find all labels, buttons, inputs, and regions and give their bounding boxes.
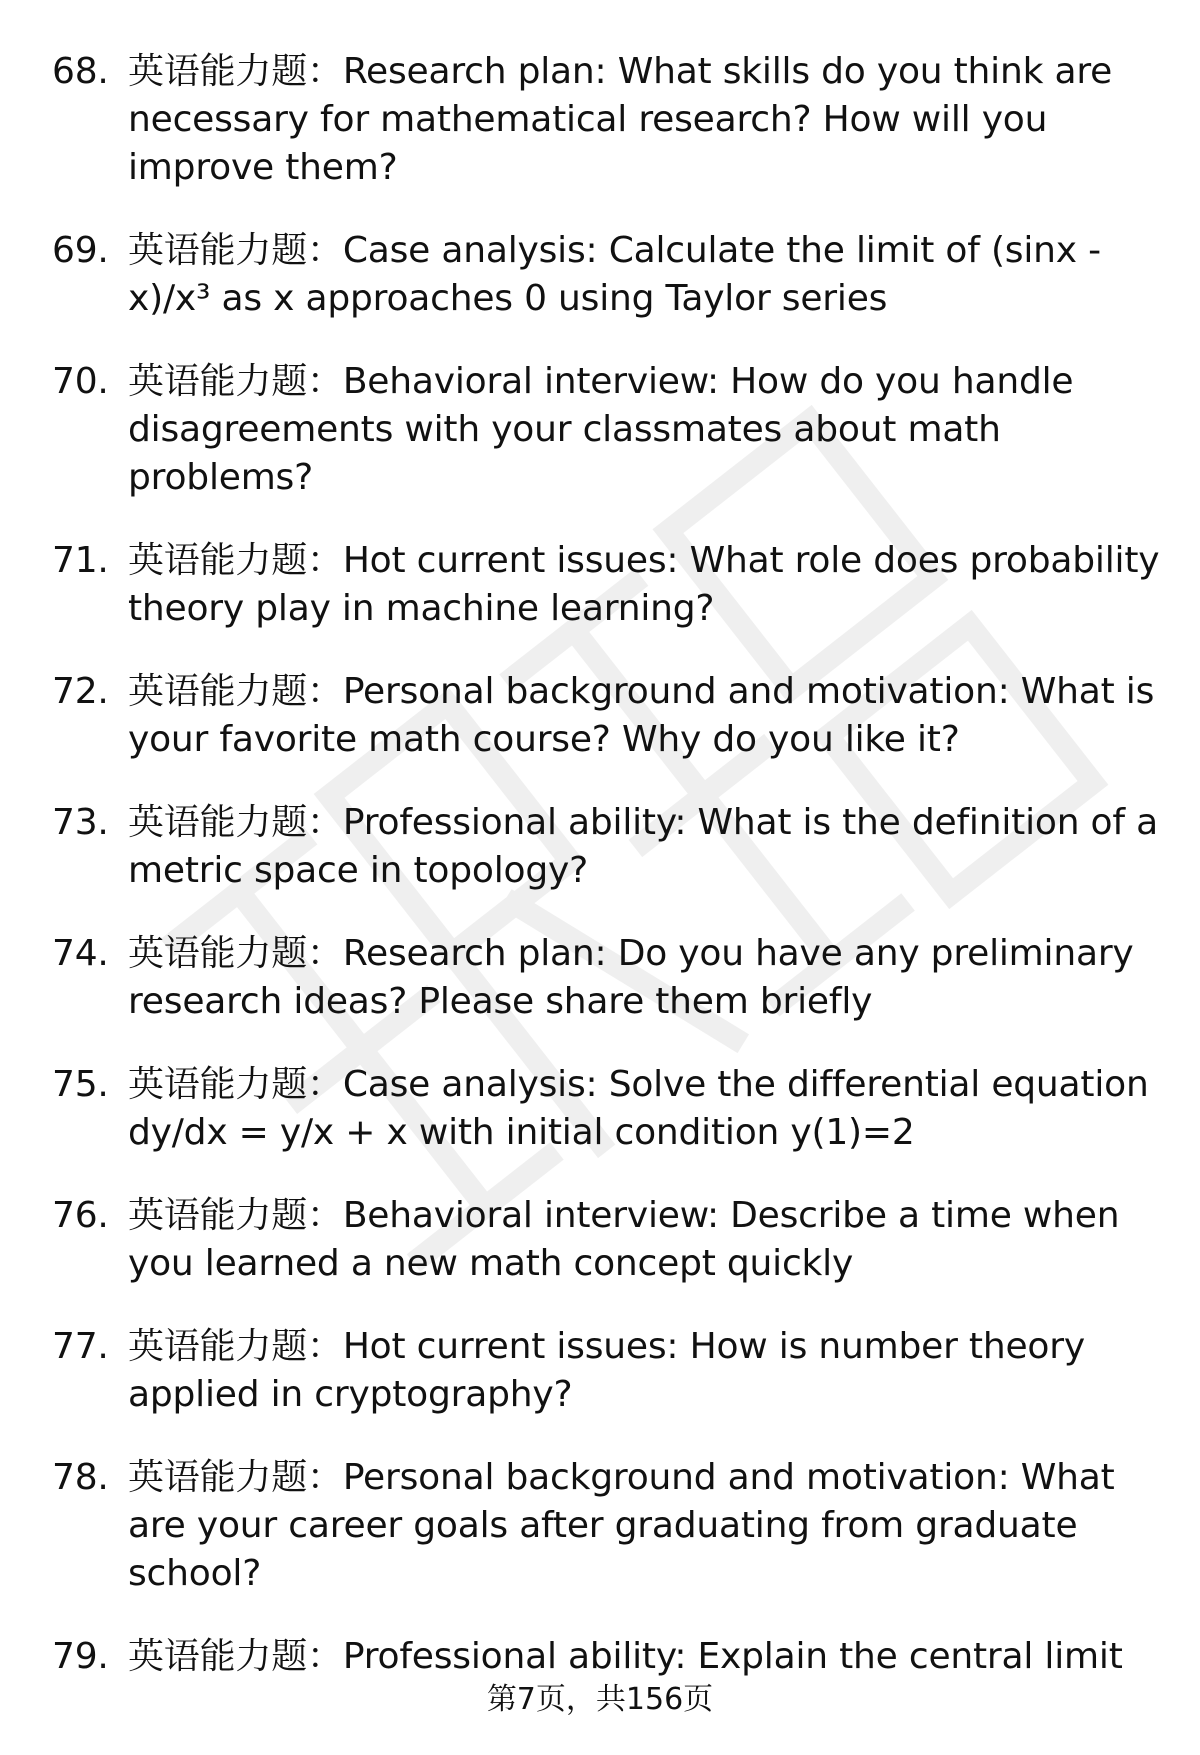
question-text: Professional ability: Explain the central limit <box>342 1636 1123 1677</box>
question-prefix: 英语能力题： <box>128 1636 343 1677</box>
question-text: Personal background and motivation: What is your favorite math course? Why do you like it? <box>128 671 1155 760</box>
question-prefix: 英语能力题： <box>128 1457 343 1498</box>
question-text: Hot current issues: How is number theory applied in cryptography? <box>128 1326 1085 1415</box>
question-prefix: 英语能力题： <box>128 1195 343 1236</box>
question-text: Personal background and motivation: What are your career goals after graduating from graduate school? <box>128 1457 1115 1594</box>
question-item <box>0 227 1200 323</box>
question-item <box>0 1061 1200 1157</box>
question-item <box>0 930 1200 1026</box>
question-prefix: 英语能力题： <box>128 1064 343 1105</box>
question-prefix: 英语能力题： <box>128 540 343 581</box>
question-prefix: 英语能力题： <box>128 361 343 402</box>
question-item <box>0 1454 1200 1598</box>
question-item <box>0 537 1200 633</box>
question-item <box>0 799 1200 895</box>
question-item <box>0 1633 1200 1681</box>
question-number: 72. <box>52 671 109 712</box>
question-text: Case analysis: Calculate the limit of (sinx - x)/x³ as x approaches 0 using Taylor series <box>128 230 1101 319</box>
question-item <box>0 358 1200 502</box>
question-item <box>0 1323 1200 1419</box>
question-number: 77. <box>52 1326 109 1367</box>
question-item <box>0 1192 1200 1288</box>
question-item <box>0 668 1200 764</box>
question-number: 75. <box>52 1064 109 1105</box>
question-text: Behavioral interview: Describe a time when you learned a new math concept quickly <box>128 1195 1120 1284</box>
question-number: 68. <box>52 51 109 92</box>
question-prefix: 英语能力题： <box>128 802 343 843</box>
question-text: Professional ability: What is the definition of a metric space in topology? <box>128 802 1158 891</box>
question-number: 78. <box>52 1457 109 1498</box>
question-number: 76. <box>52 1195 109 1236</box>
question-prefix: 英语能力题： <box>128 933 343 974</box>
question-prefix: 英语能力题： <box>128 230 343 271</box>
question-number: 70. <box>52 361 109 402</box>
question-number: 74. <box>52 933 109 974</box>
page-footer: 第7页，共156页 <box>486 1682 714 1717</box>
question-text: Behavioral interview: How do you handle disagreements with your classmates about math problems? <box>128 361 1074 498</box>
question-number: 73. <box>52 802 109 843</box>
question-number: 79. <box>52 1636 109 1677</box>
question-number: 69. <box>52 230 109 271</box>
question-number: 71. <box>52 540 109 581</box>
question-text: Hot current issues: What role does probability theory play in machine learning? <box>128 540 1160 629</box>
question-text: Case analysis: Solve the differential equation dy/dx = y/x + x with initial condition y(1)=2 <box>128 1064 1149 1153</box>
question-prefix: 英语能力题： <box>128 51 343 92</box>
question-item <box>0 48 1200 192</box>
question-list <box>0 48 1200 1716</box>
question-prefix: 英语能力题： <box>128 1326 343 1367</box>
question-prefix: 英语能力题： <box>128 671 343 712</box>
question-text: Research plan: What skills do you think are necessary for mathematical research? How will you improve them? <box>128 51 1113 188</box>
question-text: Research plan: Do you have any preliminary research ideas? Please share them briefly <box>128 933 1134 1022</box>
